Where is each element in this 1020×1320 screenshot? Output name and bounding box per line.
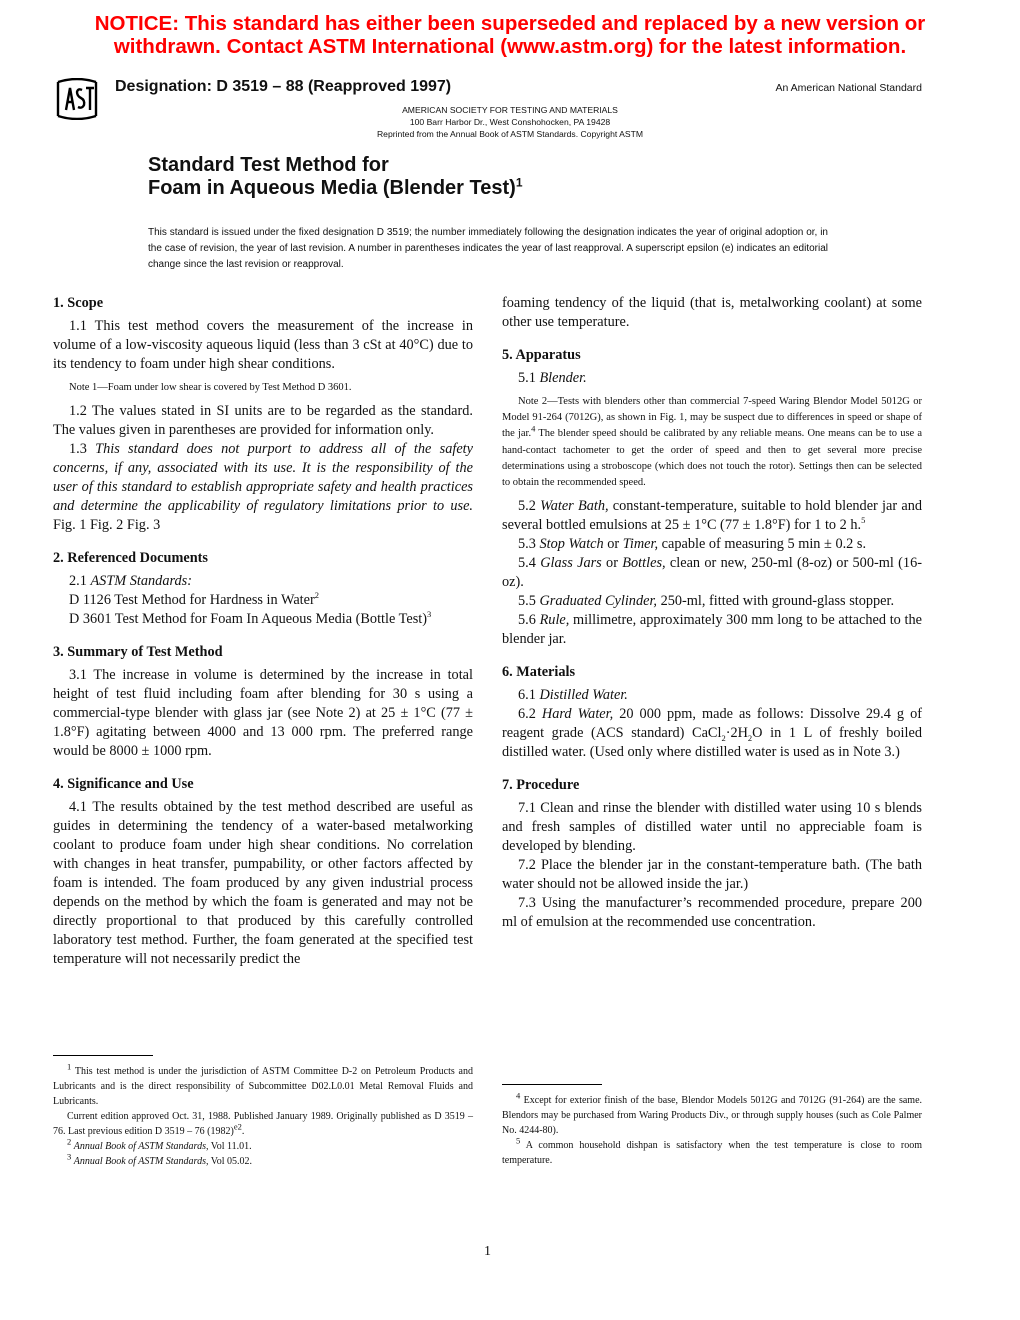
italic-text: Blender. [539,370,587,386]
italic-text: Bottles, [622,555,666,572]
section-heading: 1. Scope [53,295,104,311]
footnote [53,1061,473,1109]
title-text: Foam in Aqueous Media (Blender Test) [148,177,516,199]
section-heading: 6. Materials [502,664,576,681]
footnote-text: Vol 05.02. [208,1156,253,1167]
note-text: The blender speed should be calibrated by any reliable means. One means can be to use a hand-contact tachometer to get the order of speed and then to get several more precise determinations using a stroboscope (which does not touch the rotor). Settings then can be selected to obtain the recommended speed. [502,428,922,489]
footnotes-left [53,1061,473,1169]
italic-text: Distilled Water. [539,687,628,704]
footnote-mark: 5 [861,515,866,526]
para-number: 5.3 [518,536,536,553]
paragraph [502,592,922,611]
footnote [53,1109,473,1139]
para-text: O in 1 L of freshly boiled distilled water. (Used only where distilled water is used as in Note 3.) [502,725,922,761]
paragraph: foaming tendency of the liquid (that is, metalworking coolant) at some other use temperature. [502,295,922,330]
footnote-rule [502,1084,602,1085]
footnote [502,1135,922,1168]
intro-paragraph: This standard is issued under the fixed designation D 3519; the number immediately following the designation indicates the year of original adoption or, in the case of revision, the year of last revision. A number in parentheses indicates the year of last reapproval. A superscript epsilon (e) indicates an editorial change since the last revision or reapproval. [148,227,828,270]
paragraph [502,369,922,388]
para-text: ·2H [725,725,748,742]
page-number: 1 [484,1244,491,1259]
para-number: 6.1 [518,687,536,704]
footnote-rule [53,1055,153,1056]
section-heading: 2. Referenced Documents [53,550,208,567]
title-footnote-mark: 1 [515,175,523,190]
figure-links[interactable]: Fig. 1 Fig. 2 Fig. 3 [53,517,161,534]
footnote-text: This test method is under the jurisdiction of ASTM Committee D-2 on Petroleum Products and Lubricants and is the direct responsibility of Subcommittee D02.L0.01 Metal Removal Fluids and Lubricants. [53,1066,473,1107]
publisher-line: Reprinted from the Annual Book of ASTM Standards. Copyright ASTM [376,129,644,139]
para-number: 5.5 [518,593,536,610]
italic-text: Timer, [622,536,659,553]
footnote [53,1136,473,1154]
footnote-text: Current edition approved Oct. 31, 1988. Published January 1989. Originally published as D 3519 – 76. Last previous edition D 3519 – 76 (1982) [53,1111,473,1137]
footnote-mark: 3 [67,1151,72,1162]
reference-item [53,591,473,610]
note: Note 1—Foam under low shear is covered by Test Method D 3601. [69,382,352,393]
italic-text: Rule, [539,612,570,629]
italic-text: This standard does not purport to address all of the safety concerns, if any, associated with its use. It is the responsibility of the user of this standard to establish appropriate safety and health practices and determine the applicability of regulatory limitations prior to use. [53,441,473,515]
publisher-line: 100 Barr Harbor Dr., West Conshohocken, PA 19428 [409,117,611,127]
footnote-text: Vol 11.01. [208,1141,252,1152]
footnote [53,1151,473,1169]
section-heading: 7. Procedure [502,777,580,794]
designation: Designation: D 3519 – 88 (Reapproved 1997) [115,78,452,95]
reference-text: D 1126 Test Method for Hardness in Water [69,592,315,609]
footnote-text: Except for exterior finish of the base, Blendor Models 5012G and 7012G (91-264) are the same. Blendors may be purchased from Waring Products Div., or through supply houses (such as Cole Palmer No. 4244-80). [502,1095,923,1136]
para-text: or [603,536,623,553]
para-number: 1.3 [69,441,87,458]
reference-item [53,610,473,629]
para-number: 2.1 [69,573,87,590]
italic-text: Graduated Cylinder, [539,593,657,610]
paragraph: 7.1 Clean and rinse the blender with distilled water using 10 s blends and fresh samples of distilled water until no appreciable foam is developed by blending. [502,800,922,855]
footnote-mark: 3 [427,609,432,620]
paragraph [502,611,922,649]
para-number: 5.2 [518,498,536,515]
paragraph [502,535,922,554]
para-text: constant-temperature, suitable to hold blender jar and several bottled emulsions at 25 ± 1°C (77 ± 1.8°F) for 1 to 2 h. [502,498,922,534]
para-text: capable of measuring 5 min ± 0.2 s. [658,536,867,553]
footnote-mark: 4 [516,1090,521,1101]
footnote-mark: 5 [516,1135,521,1146]
reference-text: D 3601 Test Method for Foam In Aqueous Media (Bottle Test) [69,611,428,628]
footnote [502,1090,923,1138]
title-line-1: Standard Test Method for [148,154,389,176]
paragraph: 4.1 The results obtained by the test method described are useful as guides in determining the tendency of a water-based metalworking coolant to produce foam under high shear conditions. No correlation with changes in heat transfer, pumpability, or other factors affected by foam is intended. The foam produced by any given industrial process depends on the method by which the foam is generated and may not be directly proportional to that produced by this carefully controlled laboratory test method. Further, the foam generated at the specified test temperature will not necessarily predict the [53,799,473,968]
italic-text: Water Bath, [540,498,609,515]
para-number: 5.1 [518,370,536,386]
para-number: 5.6 [518,612,536,629]
footnote-mark: 4 [531,423,536,434]
paragraph: 1.1 This test method covers the measurement of the increase in volume of a low-viscosity aqueous liquid (less than 3 cSt at 40°C) due to its tendency to foam under high shear conditions. [53,318,473,372]
italic-text: ASTM Standards: [90,573,192,590]
footnotes-right [502,1090,923,1168]
section-heading: 4. Significance and Use [53,776,194,793]
paragraph [53,440,473,535]
footnote-mark: 2 [314,590,319,601]
section-heading: 5. Apparatus [502,347,581,363]
paragraph: 3.1 The increase in volume is determined by the increase in total height of test fluid including foam after blending for 30 s using a commercial-type blender with glass jar (see Note 2) at 25 ± 1°C (77 ± 1.8°F) agitating between 4000 and 13 000 rpm. The preferred range would be 8000 ± 1000 rpm. [53,667,473,760]
astm-logo [52,78,102,118]
paragraph: 1.2 The values stated in SI units are to be regarded as the standard. The values given in parentheses are provided for information only. [53,403,473,439]
section-heading: 3. Summary of Test Method [53,644,223,661]
para-text: 250-ml, fitted with ground-glass stopper. [657,593,895,610]
footnote-italic: Annual Book of ASTM Standards, [73,1141,209,1152]
para-text: millimetre, approximately 300 mm long to be attached to the blender jar. [502,612,922,648]
italic-text: Stop Watch [539,536,604,553]
para-text: clean or new, 250-ml (8-oz) or 500-ml (16-oz). [502,555,922,591]
subscript: 2 [721,733,726,744]
paragraph [502,705,922,762]
supersede-notice: NOTICE: This standard has either been superseded and replaced by a new version or withdrawn. Contact ASTM International (www.astm.org) for the latest information. [94,12,926,58]
footnote-text: . [241,1126,245,1137]
italic-text: Glass Jars [540,555,602,572]
paragraph [502,497,922,535]
footnote-mark: e2 [233,1121,242,1132]
para-number: 5.4 [518,555,536,572]
note-text: Note 2—Tests with blenders other than commercial 7-speed Waring Blendor Model 5012G or Model 91-264 (7012G), as shown in Fig. 1, may be suspect due to differences in speed or shape of the jar. [502,396,922,440]
title-line-2 [148,177,523,200]
publisher-line: AMERICAN SOCIETY FOR TESTING AND MATERIALS [402,105,618,115]
para-number: 6.2 [518,706,536,723]
footnote-text: A common household dishpan is satisfactory when the test temperature is close to room temperature. [502,1140,922,1166]
italic-text: Hard Water, [541,706,614,723]
paragraph [53,572,473,591]
footnote-mark: 2 [67,1136,72,1147]
right-column [502,294,922,932]
paragraph: 7.3 Using the manufacturer’s recommended procedure, prepare 200 ml of emulsion at the recommended use concentration. [502,895,922,931]
paragraph [502,554,922,592]
note [502,394,922,491]
subscript: 2 [747,733,753,744]
footnote-mark: 1 [67,1061,72,1072]
para-text: or [601,555,623,572]
paragraph [502,686,922,705]
paragraph: 7.2 Place the blender jar in the constant-temperature bath. (The bath water should not be allowed inside the jar.) [502,857,922,893]
left-column [53,294,473,969]
publisher-block [300,104,720,140]
american-national-standard: An American National Standard [775,82,922,94]
para-text: 20 000 ppm, made as follows: Dissolve 29.4 g of reagent grade (ACS standard) CaCl [502,706,922,742]
footnote-italic: Annual Book of ASTM Standards, [73,1156,209,1167]
